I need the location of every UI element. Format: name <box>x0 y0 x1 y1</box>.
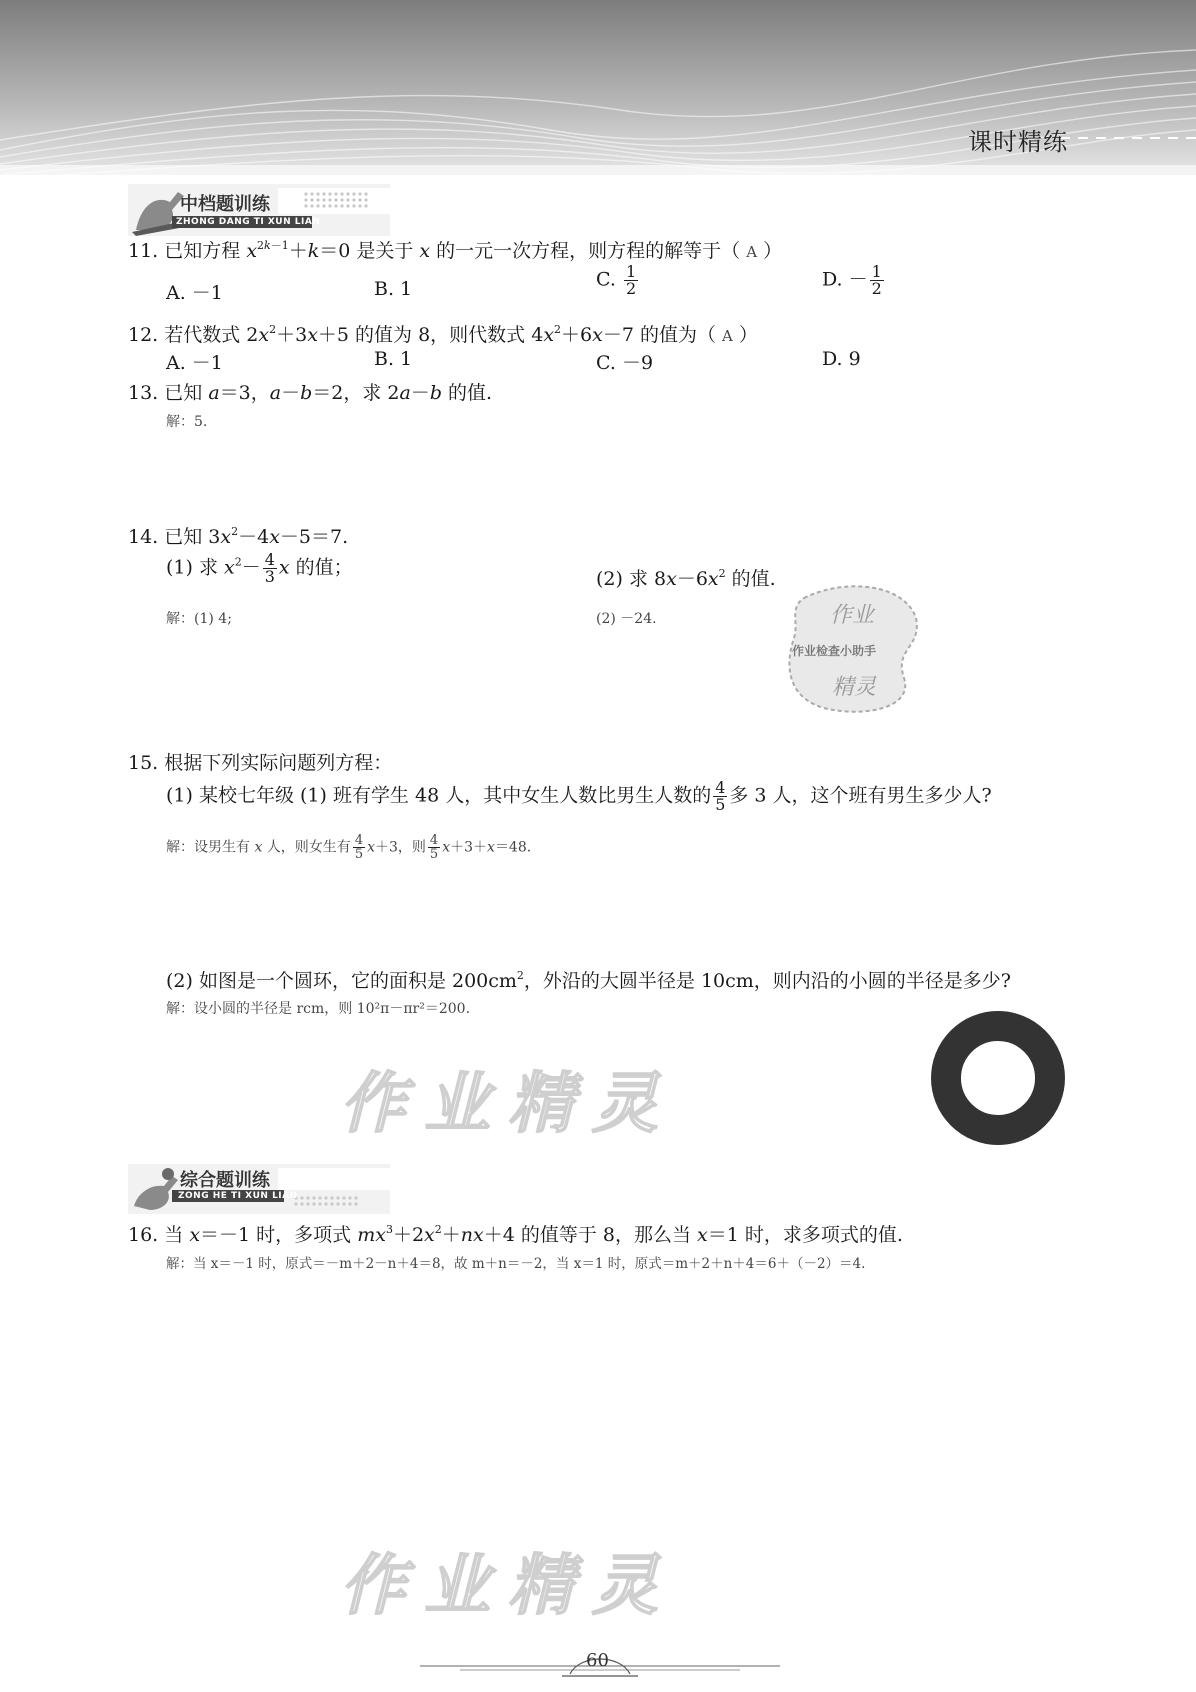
question-15-part-1: (1) 某校七年级 (1) 班有学生 48 人，其中女生人数比男生人数的 $\frac{4}{5}$ 多 3 人，这个班有男生多少人? <box>166 778 992 814</box>
page-header-banner <box>0 0 1196 175</box>
solution-15-part-1: 解：设男生有 x 人，则女生有 $\frac{4}{5}$ x＋3，则 $\frac{4}{5}$ x＋3＋x＝48. <box>166 833 532 862</box>
question-15: 15. 根据下列实际问题列方程： <box>128 752 393 774</box>
option-b: B. 1 <box>374 348 413 370</box>
question-16: 16. 当 x＝－1 时，多项式 $mx^3+2x^2+nx+4$ 的值等于 8，那么当 x＝1 时，求多项式的值. <box>128 1223 903 1246</box>
question-14-part-1: (1) 求 $x^2-$ $\frac{4}{3}$ x 的值； <box>166 550 353 586</box>
answer-mark: A <box>746 243 758 261</box>
question-13: 13. 已知 a＝3，a－b＝2，求 2a－b 的值. <box>128 382 493 404</box>
watermark-middle: 作业精灵 <box>340 1065 676 1142</box>
section-subtitle: ZHONG DANG TI XUN LIAN <box>176 217 321 227</box>
question-15-part-2: (2) 如图是一个圆环，它的面积是 $200cm^2$，外沿的大圆半径是 10cm，则内沿的小圆的半径是多少? <box>166 969 1011 992</box>
solution-14-part-1: 解：(1) 4; <box>166 611 232 627</box>
section-badge-comprehensive <box>128 1162 398 1218</box>
solution-13: 解：5. <box>166 414 208 430</box>
watermark-bottom: 作业精灵 <box>340 1547 676 1624</box>
option-a: A. －1 <box>166 352 223 374</box>
solution-15-part-2: 解：设小圆的半径是 rcm，则 10²π－πr²＝200. <box>166 1001 471 1017</box>
solution-16: 解：当 x＝－1 时，原式＝－m＋2－n＋4＝8，故 m＋n＝－2，当 x＝1 时，原式＝m＋2＋n＋4＝6＋（－2）＝4. <box>166 1256 866 1272</box>
question-14-part-2: (2) 求 $8x-6x^2$ 的值. <box>596 567 776 590</box>
option-d: D. － $\frac{1}{2}$ <box>822 262 882 298</box>
option-c: C. $\frac{1}{2}$ <box>596 262 637 298</box>
homework-helper-stamp <box>784 578 924 718</box>
option-c: C. －9 <box>596 352 654 374</box>
question-11: 11. 已知方程 $x^{2k-1}+k=0$ 是关于 x 的一元一次方程，则方程的解等于（ A ） <box>128 239 783 262</box>
ring-figure <box>930 1010 1066 1146</box>
section-subtitle: ZONG HE TI XUN LIAN <box>178 1191 298 1201</box>
section-badge-medium <box>128 182 398 238</box>
stamp-bottom-text: 精灵 <box>832 675 877 700</box>
question-14: 14. 已知 $3x^2-4x-5=7$. <box>128 525 349 548</box>
option-b: B. 1 <box>374 278 413 300</box>
option-d: D. 9 <box>822 348 861 370</box>
header-title: 课时精练 <box>968 128 1068 156</box>
page-number: 60 <box>586 1650 609 1671</box>
answer-mark: A <box>722 327 733 345</box>
section-title: 综合题训练 <box>180 1170 270 1191</box>
solution-14-part-2: (2) －24. <box>596 611 657 627</box>
stamp-top-text: 作业 <box>830 603 875 628</box>
stamp-middle-text: 作业检查小助手 <box>792 644 877 658</box>
section-title: 中档题训练 <box>180 194 270 215</box>
question-12: 12. 若代数式 $2x^2+3x+5$ 的值为 8，则代数式 $4x^2+6x-7$ 的值为（ A ） <box>128 323 758 346</box>
option-a: A. －1 <box>166 282 223 304</box>
